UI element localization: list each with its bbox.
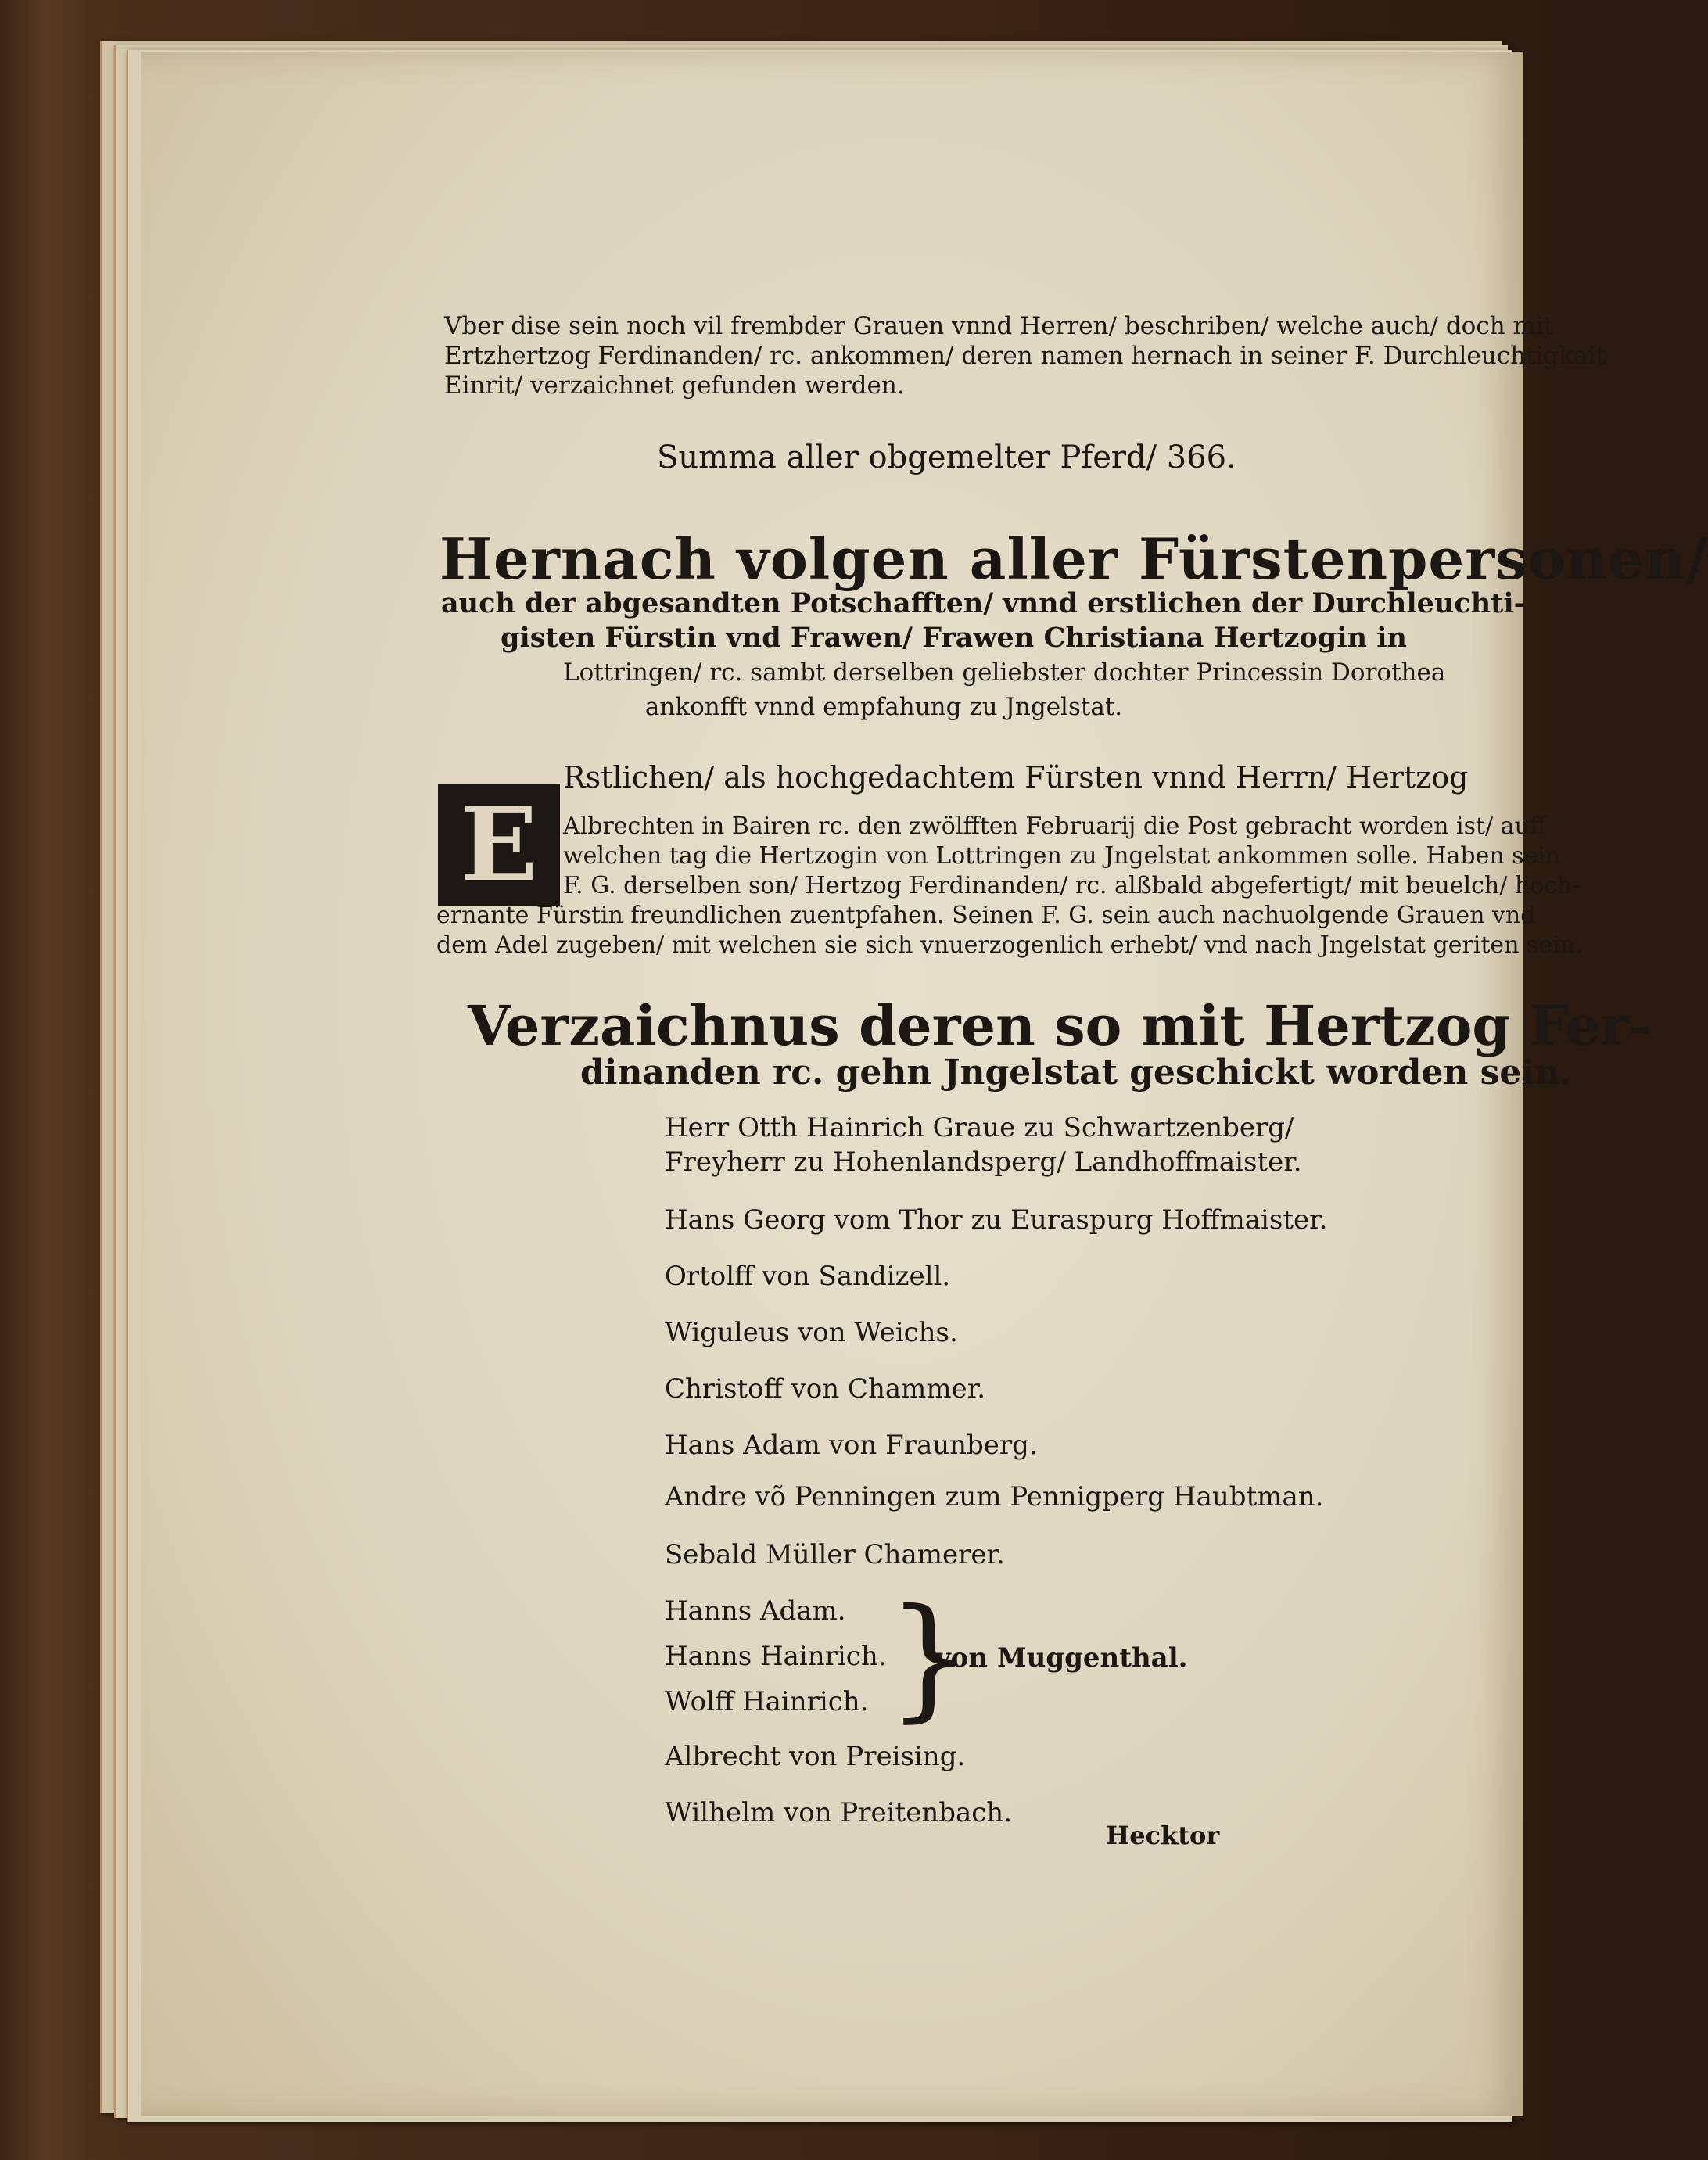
paragraph-line-3: welchen tag die Hertzogin von Lottringen zu Jngelstat ankommen solle. Haben sein bbox=[563, 842, 1561, 870]
list-item: Hans Georg vom Thor zu Euraspurg Hoffmaister. bbox=[665, 1204, 1328, 1236]
list-title: Verzaichnus deren so mit Hertzog Fer- bbox=[468, 993, 1652, 1058]
decorated-initial-letter: E bbox=[460, 784, 538, 904]
list-item: Hanns Hainrich. bbox=[665, 1641, 887, 1672]
intro-line-3: Einrit/ verzaichnet gefunden werden. bbox=[444, 371, 905, 400]
list-item: Hanns Adam. bbox=[665, 1595, 846, 1627]
list-item: Christoff von Chammer. bbox=[665, 1373, 986, 1405]
catchword: Hecktor bbox=[1106, 1821, 1220, 1850]
brace-label: von Muggenthal. bbox=[935, 1642, 1188, 1674]
section-title: Hernach volgen aller Fürstenpersonen/ bbox=[440, 526, 1708, 592]
list-item: Hans Adam von Fraunberg. bbox=[665, 1430, 1038, 1461]
section-subtitle-line-4: ankonfft vnnd empfahung zu Jngelstat. bbox=[644, 693, 1123, 721]
decorated-initial bbox=[438, 784, 560, 906]
paragraph-line-1: Rstlichen/ als hochgedachtem Fürsten vnnd Herrn/ Hertzog bbox=[563, 760, 1469, 795]
paragraph-line-2: Albrechten in Bairen rc. den zwölfften Februarij die Post gebracht worden ist/ auff bbox=[563, 813, 1547, 840]
list-item: Albrecht von Preising. bbox=[665, 1741, 966, 1772]
summa-line: Summa aller obgemelter Pferd/ 366. bbox=[657, 440, 1236, 475]
list-item: Wilhelm von Preitenbach. bbox=[665, 1797, 1013, 1828]
section-subtitle-line-2: gisten Fürstin vnd Frawen/ Frawen Christiana Hertzogin in bbox=[501, 622, 1407, 654]
paragraph-line-4: F. G. derselben son/ Hertzog Ferdinanden/ rc. alßbald abgefertigt/ mit beuelch/ hoch- bbox=[563, 872, 1581, 899]
list-item: Freyherr zu Hohenlandsperg/ Landhoffmaister. bbox=[665, 1146, 1302, 1178]
list-item: Andre võ Penningen zum Pennigperg Haubtman. bbox=[665, 1481, 1324, 1512]
intro-paragraph bbox=[444, 311, 1606, 400]
list-subtitle: dinanden rc. gehn Jngelstat geschickt worden sein. bbox=[580, 1053, 1572, 1093]
list-item: Herr Otth Hainrich Graue zu Schwartzenberg/ bbox=[665, 1112, 1294, 1143]
list-item: Wiguleus von Weichs. bbox=[665, 1317, 958, 1348]
right-brace-icon: } bbox=[887, 1581, 972, 1735]
list-item: Ortolff von Sandizell. bbox=[665, 1261, 951, 1292]
list-item: Sebald Müller Chamerer. bbox=[665, 1539, 1005, 1570]
paragraph-line-5: ernante Fürstin freundlichen zuentpfahen. Seinen F. G. sein auch nachuolgende Grauen vnd bbox=[436, 902, 1536, 929]
intro-line-2: Ertzhertzog Ferdinanden/ rc. ankommen/ deren namen hernach in seiner F. Durchleuchtigkait bbox=[444, 342, 1606, 370]
section-subtitle-line-3: Lottringen/ rc. sambt derselben geliebster dochter Princessin Dorothea bbox=[563, 658, 1446, 687]
list-item: Wolff Hainrich. bbox=[665, 1686, 869, 1717]
paragraph-line-6: dem Adel zugeben/ mit welchen sie sich vnuerzogenlich erhebt/ vnd nach Jngelstat geriten sein. bbox=[436, 931, 1583, 959]
intro-line-1: Vber dise sein noch vil frembder Grauen vnnd Herren/ beschriben/ welche auch/ doch mit bbox=[444, 312, 1554, 340]
section-subtitle-line-1: auch der abgesandten Potschafften/ vnnd erstlichen der Durchleuchti- bbox=[441, 587, 1526, 619]
